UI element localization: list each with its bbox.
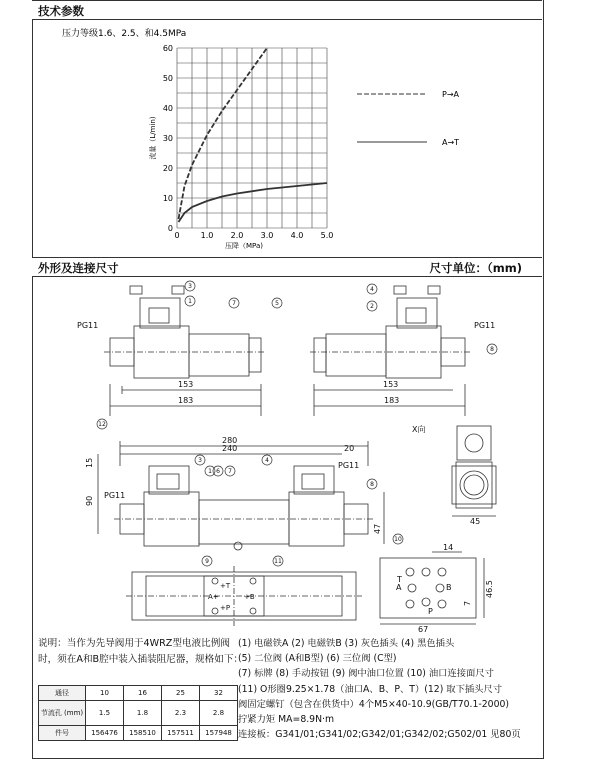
section-title: 技术参数 xyxy=(38,4,84,18)
dim-240: 240 xyxy=(222,444,238,453)
callout-7: 7 xyxy=(228,468,232,475)
legend-label: P→A xyxy=(442,90,459,99)
pg11-label: PG11 xyxy=(77,321,99,330)
dim-153: 153 xyxy=(383,380,399,389)
callout-12: 12 xyxy=(98,421,106,428)
y-tick-label: 0 xyxy=(167,224,173,233)
dim-7: 7 xyxy=(463,600,472,606)
y-tick-label: 60 xyxy=(162,44,173,53)
chart-title: 压力等级1.6、2.5、和4.5MPa xyxy=(62,29,187,39)
y-tick-label: 20 xyxy=(162,164,173,173)
flow-chart xyxy=(32,18,542,258)
dim-45: 45 xyxy=(470,517,481,526)
table-row xyxy=(39,686,238,701)
table-header: 32 xyxy=(200,686,238,701)
x-tick-label: 4.0 xyxy=(290,231,304,240)
callout-5: 5 xyxy=(275,300,279,307)
legend-label: A→T xyxy=(442,138,460,147)
callout-2: 2 xyxy=(370,303,374,310)
table-cell: 1.5 xyxy=(86,701,124,726)
callout-8: 8 xyxy=(370,481,374,488)
dim-183: 183 xyxy=(384,396,400,405)
port-plus-a: A+ xyxy=(208,593,219,601)
legend-line: 连接板：G341/01;G341/02;G342/01;G342/02;G502/01 见80页 xyxy=(238,729,521,741)
table-row xyxy=(39,726,238,741)
callout-10: 10 xyxy=(394,536,402,543)
x-tick-label: 1.0 xyxy=(200,231,214,240)
port-p: P xyxy=(428,607,433,616)
legend-line: 阀固定螺钉（包含在供货中）4个M5×40-10.9(GB/T70.1-2000) xyxy=(238,698,510,710)
table-cell: 1.8 xyxy=(124,701,162,726)
callout-1: 1 xyxy=(208,468,212,475)
y-tick-label: 40 xyxy=(162,104,173,113)
port-t: T xyxy=(397,575,402,584)
table-cell: 2.8 xyxy=(200,701,238,726)
section-header-dims xyxy=(32,257,542,277)
dim-153: 153 xyxy=(178,380,194,389)
table-cell: 157948 xyxy=(200,726,238,741)
dim-67: 67 xyxy=(418,625,429,632)
callout-9: 9 xyxy=(205,558,209,565)
section-header-tech xyxy=(32,0,542,20)
dim-280: 280 xyxy=(222,436,238,445)
callout-3: 3 xyxy=(198,457,202,464)
port-plus-p: +P xyxy=(220,604,231,612)
pg11-label: PG11 xyxy=(104,491,126,500)
x-tick-label: 5.0 xyxy=(320,231,334,240)
parts-legend xyxy=(238,636,542,742)
y-axis-label: 流量（L/min) xyxy=(149,116,157,160)
dim-183: 183 xyxy=(178,396,194,405)
legend-line: (11) O形圈9.25×1.78（油口A、B、P、T）(12) 取下插头尺寸 xyxy=(238,683,503,695)
dim-90: 90 xyxy=(85,495,94,506)
callout-7: 7 xyxy=(232,300,236,307)
damper-spec-table xyxy=(38,685,238,741)
table-header: 10 xyxy=(86,686,124,701)
legend-line: (7) 标牌 (8) 手动按钮 (9) 阀中油口位置 (10) 油口连接面尺寸 xyxy=(238,668,494,680)
table-header: 通径 xyxy=(39,686,86,701)
legend-line: (1) 电磁铁A (2) 电磁铁B (3) 灰色插头 (4) 黑色插头 xyxy=(238,638,455,649)
table-header: 16 xyxy=(124,686,162,701)
callout-1: 1 xyxy=(188,298,192,305)
x-tick-label: 3.0 xyxy=(260,231,274,240)
x-axis-label: 压降（MPa) xyxy=(225,242,263,250)
callout-8: 8 xyxy=(490,346,494,353)
dim-14: 14 xyxy=(443,543,454,552)
damper-note: 说明：当作为先导阀用于4WRZ型电液比例阀时，须在A和B腔中装入插装阻尼器，规格如下： xyxy=(38,638,244,665)
unit-label: 尺寸单位：（mm) xyxy=(429,261,522,275)
table-cell: 节流孔 (mm) xyxy=(39,701,86,726)
port-b: B xyxy=(446,583,452,592)
legend-line: (5) 二位阀 (A和B型) (6) 三位阀 (C型) xyxy=(238,653,397,665)
table-cell: 157511 xyxy=(162,726,200,741)
x-tick-label: 2.0 xyxy=(230,231,244,240)
table-cell: 158510 xyxy=(124,726,162,741)
table-row xyxy=(39,701,238,726)
x-view-label: X向 xyxy=(412,425,426,434)
technical-drawing xyxy=(32,276,542,632)
dim-47: 47 xyxy=(373,523,382,534)
callout-11: 11 xyxy=(274,558,282,565)
callout-4: 4 xyxy=(370,286,374,293)
table-cell: 156476 xyxy=(86,726,124,741)
dim-20: 20 xyxy=(344,444,355,453)
series-line-a-t xyxy=(179,183,328,222)
pg11-label: PG11 xyxy=(338,461,360,470)
table-header: 25 xyxy=(162,686,200,701)
port-plus-t: +T xyxy=(220,582,231,590)
table-cell: 2.3 xyxy=(162,701,200,726)
pg11-label: PG11 xyxy=(474,321,496,330)
chart-plot xyxy=(148,44,460,250)
port-plus-b: +B xyxy=(244,593,255,601)
callout-4: 4 xyxy=(265,457,269,464)
section-title: 外形及连接尺寸 xyxy=(38,261,119,275)
dim-46-5: 46.5 xyxy=(485,580,494,598)
callout-3: 3 xyxy=(188,283,192,290)
table-cell: 件号 xyxy=(39,726,86,741)
port-a: A xyxy=(396,583,402,592)
x-view xyxy=(452,426,496,516)
x-tick-label: 0 xyxy=(174,231,180,240)
y-tick-label: 10 xyxy=(162,194,173,203)
y-tick-label: 50 xyxy=(162,74,173,83)
y-tick-label: 30 xyxy=(162,134,173,143)
callout-6: 6 xyxy=(216,468,220,475)
valve-three-position xyxy=(98,441,384,550)
dim-15: 15 xyxy=(85,457,94,468)
legend-line: 拧紧力矩 MA=8.9N·m xyxy=(238,714,335,726)
